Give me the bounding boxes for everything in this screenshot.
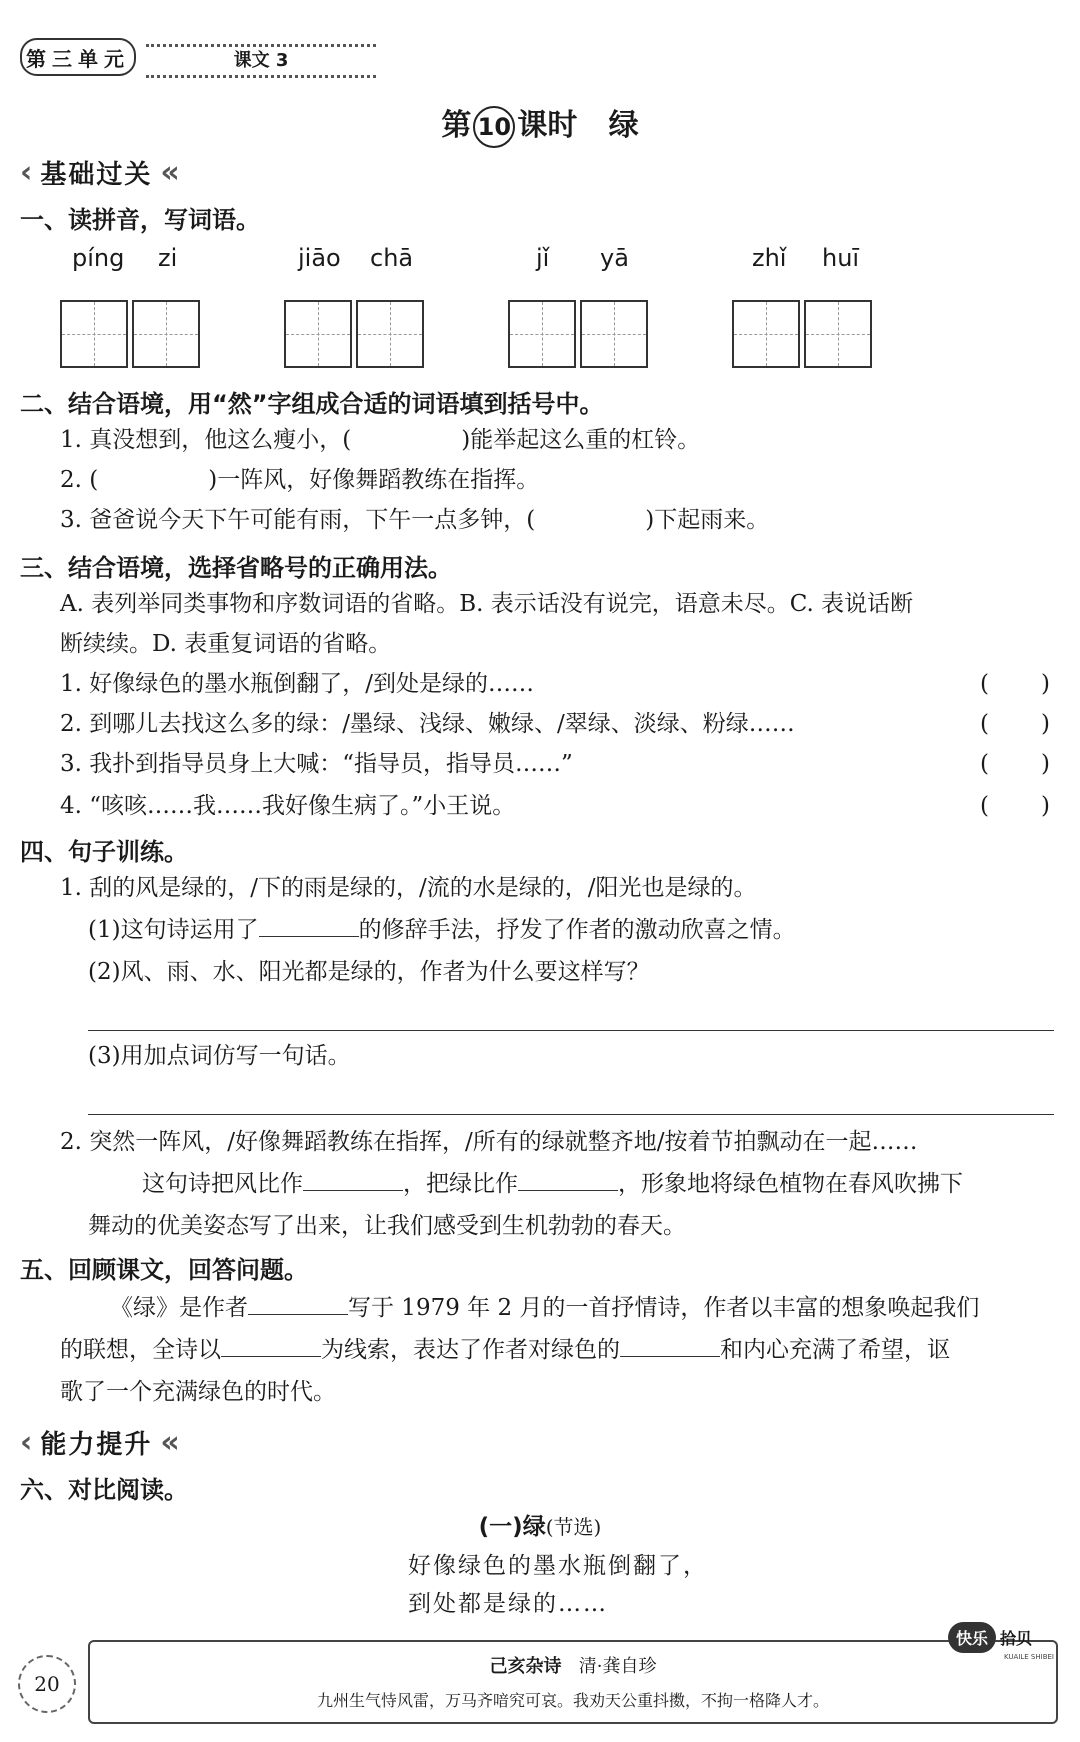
s3-question-2: 2. 到哪儿去找这么多的绿：/墨绿、浅绿、嫩绿、/翠绿、淡绿、粉绿…… bbox=[60, 711, 795, 737]
s5-line2: 的联想，全诗以 为线索，表达了作者对绿色的 和内心充满了希望，讴 bbox=[60, 1330, 950, 1370]
fill-blank[interactable] bbox=[303, 1167, 403, 1191]
s4-q2-line2: 舞动的优美姿态写了出来，让我们感受到生机勃勃的春天。 bbox=[88, 1213, 686, 1239]
answer-paren[interactable]: ( ) bbox=[980, 751, 1050, 777]
writing-box[interactable] bbox=[508, 300, 576, 368]
section-6-heading: 六、对比阅读。 bbox=[20, 1476, 188, 1504]
s5-line1: 《绿》是作者 写于 1979 年 2 月的一首抒情诗，作者以丰富的想象唤起我们 bbox=[110, 1288, 979, 1328]
s3-options-line2: 断续续。D. 表重复词语的省略。 bbox=[60, 631, 392, 657]
pinyin-2a: jiāo bbox=[298, 244, 341, 272]
s4-q2-line1: 这句诗把风比作 ，把绿比作 ，形象地将绿色植物在春风吹拂下 bbox=[142, 1164, 963, 1204]
pinyin-4a: zhǐ bbox=[752, 244, 787, 272]
section-4-heading: 四、句子训练。 bbox=[20, 838, 188, 866]
s4-q1-part2: (2)风、雨、水、阳光都是绿的，作者为什么要这样写？ bbox=[88, 959, 650, 985]
chevron-double-left-icon: « bbox=[160, 1424, 180, 1460]
chevron-left-icon: ‹ bbox=[20, 1424, 33, 1460]
lesson-number: 10 bbox=[473, 106, 515, 148]
writing-box[interactable] bbox=[60, 300, 128, 368]
page-title bbox=[0, 100, 1080, 148]
poem-line-1: 好像绿色的墨水瓶倒翻了， bbox=[408, 1553, 708, 1579]
reading-title: (一)绿(节选) bbox=[478, 1514, 602, 1540]
poem-line-2: 到处都是绿的…… bbox=[408, 1591, 608, 1617]
fill-blank[interactable] bbox=[518, 1167, 618, 1191]
footer-poem-text: 九州生气恃风雷，万马齐喑究可哀。我劝天公重抖擞，不拘一格降人才。 bbox=[316, 1691, 829, 1710]
ability-banner bbox=[20, 1422, 180, 1462]
s3-question-4: 4. “咳咳……我……我好像生病了。”小王说。 bbox=[60, 793, 516, 819]
s5-line3: 歌了一个充满绿色的时代。 bbox=[60, 1379, 336, 1405]
s3-question-3: 3. 我扑到指导员身上大喊：“指导员，指导员……” bbox=[60, 751, 573, 777]
writing-box[interactable] bbox=[804, 300, 872, 368]
s3-question-1: 1. 好像绿色的墨水瓶倒翻了，/到处是绿的…… bbox=[60, 671, 535, 697]
pinyin-3a: jǐ bbox=[536, 244, 550, 272]
page-number: 20 bbox=[18, 1655, 76, 1713]
unit-tag: 第三单元 bbox=[20, 38, 136, 76]
answer-paren[interactable]: ( ) bbox=[980, 711, 1050, 737]
s2-question-1: 1. 真没想到，他这么瘦小，( )能举起这么重的杠铃。 bbox=[60, 427, 701, 453]
s3-options-line1: A. 表列举同类事物和序数词语的省略。B. 表示话没有说完，语意未尽。C. 表说话断 bbox=[60, 591, 914, 617]
answer-paren[interactable]: ( ) bbox=[980, 671, 1050, 697]
answer-line[interactable] bbox=[88, 1030, 1054, 1031]
title-prefix: 第 bbox=[441, 108, 472, 143]
s2-question-2: 2. ( )一阵风，好像舞蹈教练在指挥。 bbox=[60, 467, 540, 493]
pinyin-1a: píng bbox=[72, 244, 125, 272]
footer-poem-box bbox=[88, 1640, 1058, 1724]
writing-box[interactable] bbox=[732, 300, 800, 368]
pinyin-2b: chā bbox=[370, 244, 414, 272]
fill-blank[interactable] bbox=[620, 1333, 720, 1357]
chevron-double-left-icon: « bbox=[160, 154, 180, 190]
ability-banner-label: 能力提升 bbox=[40, 1429, 153, 1460]
basic-banner bbox=[20, 152, 180, 192]
fill-blank[interactable] bbox=[221, 1333, 321, 1357]
s4-question-1: 1. 刮的风是绿的，/下的雨是绿的，/流的水是绿的，/阳光也是绿的。 bbox=[60, 875, 757, 901]
section-5-heading: 五、回顾课文，回答问题。 bbox=[20, 1256, 308, 1284]
footer-poem-heading: 己亥杂诗 清·龚自珍 bbox=[489, 1656, 657, 1677]
answer-line[interactable] bbox=[88, 1114, 1054, 1115]
s4-question-2: 2. 突然一阵风，/好像舞蹈教练在指挥，/所有的绿就整齐地/按着节拍飘动在一起…… bbox=[60, 1129, 918, 1155]
title-topic: 绿 bbox=[608, 108, 639, 143]
s4-q1-part1: (1)这句诗运用了 的修辞手法，抒发了作者的激动欣喜之情。 bbox=[88, 910, 796, 950]
section-2-heading: 二、结合语境，用“然”字组成合适的词语填到括号中。 bbox=[20, 390, 604, 418]
writing-box[interactable] bbox=[580, 300, 648, 368]
writing-box[interactable] bbox=[356, 300, 424, 368]
writing-box[interactable] bbox=[284, 300, 352, 368]
writing-box[interactable] bbox=[132, 300, 200, 368]
section-3-heading: 三、结合语境，选择省略号的正确用法。 bbox=[20, 554, 452, 582]
chevron-left-icon: ‹ bbox=[20, 154, 33, 190]
basic-banner-label: 基础过关 bbox=[40, 159, 153, 190]
s2-question-3: 3. 爸爸说今天下午可能有雨，下午一点多钟，( )下起雨来。 bbox=[60, 507, 770, 533]
brand-logo: 快乐 拾贝 KUAILE SHIBEI bbox=[948, 1622, 1068, 1672]
lesson-tag: 课文 3 bbox=[146, 44, 376, 78]
section-1-heading: 一、读拼音，写词语。 bbox=[20, 206, 260, 234]
fill-blank[interactable] bbox=[259, 913, 359, 937]
fill-blank[interactable] bbox=[248, 1291, 348, 1315]
pinyin-3b: yā bbox=[600, 244, 629, 272]
s4-q1-part3: (3)用加点词仿写一句话。 bbox=[88, 1043, 351, 1069]
pinyin-1b: zi bbox=[158, 244, 178, 272]
title-suffix: 课时 bbox=[517, 108, 578, 143]
pinyin-4b: huī bbox=[822, 244, 860, 272]
answer-paren[interactable]: ( ) bbox=[980, 793, 1050, 819]
